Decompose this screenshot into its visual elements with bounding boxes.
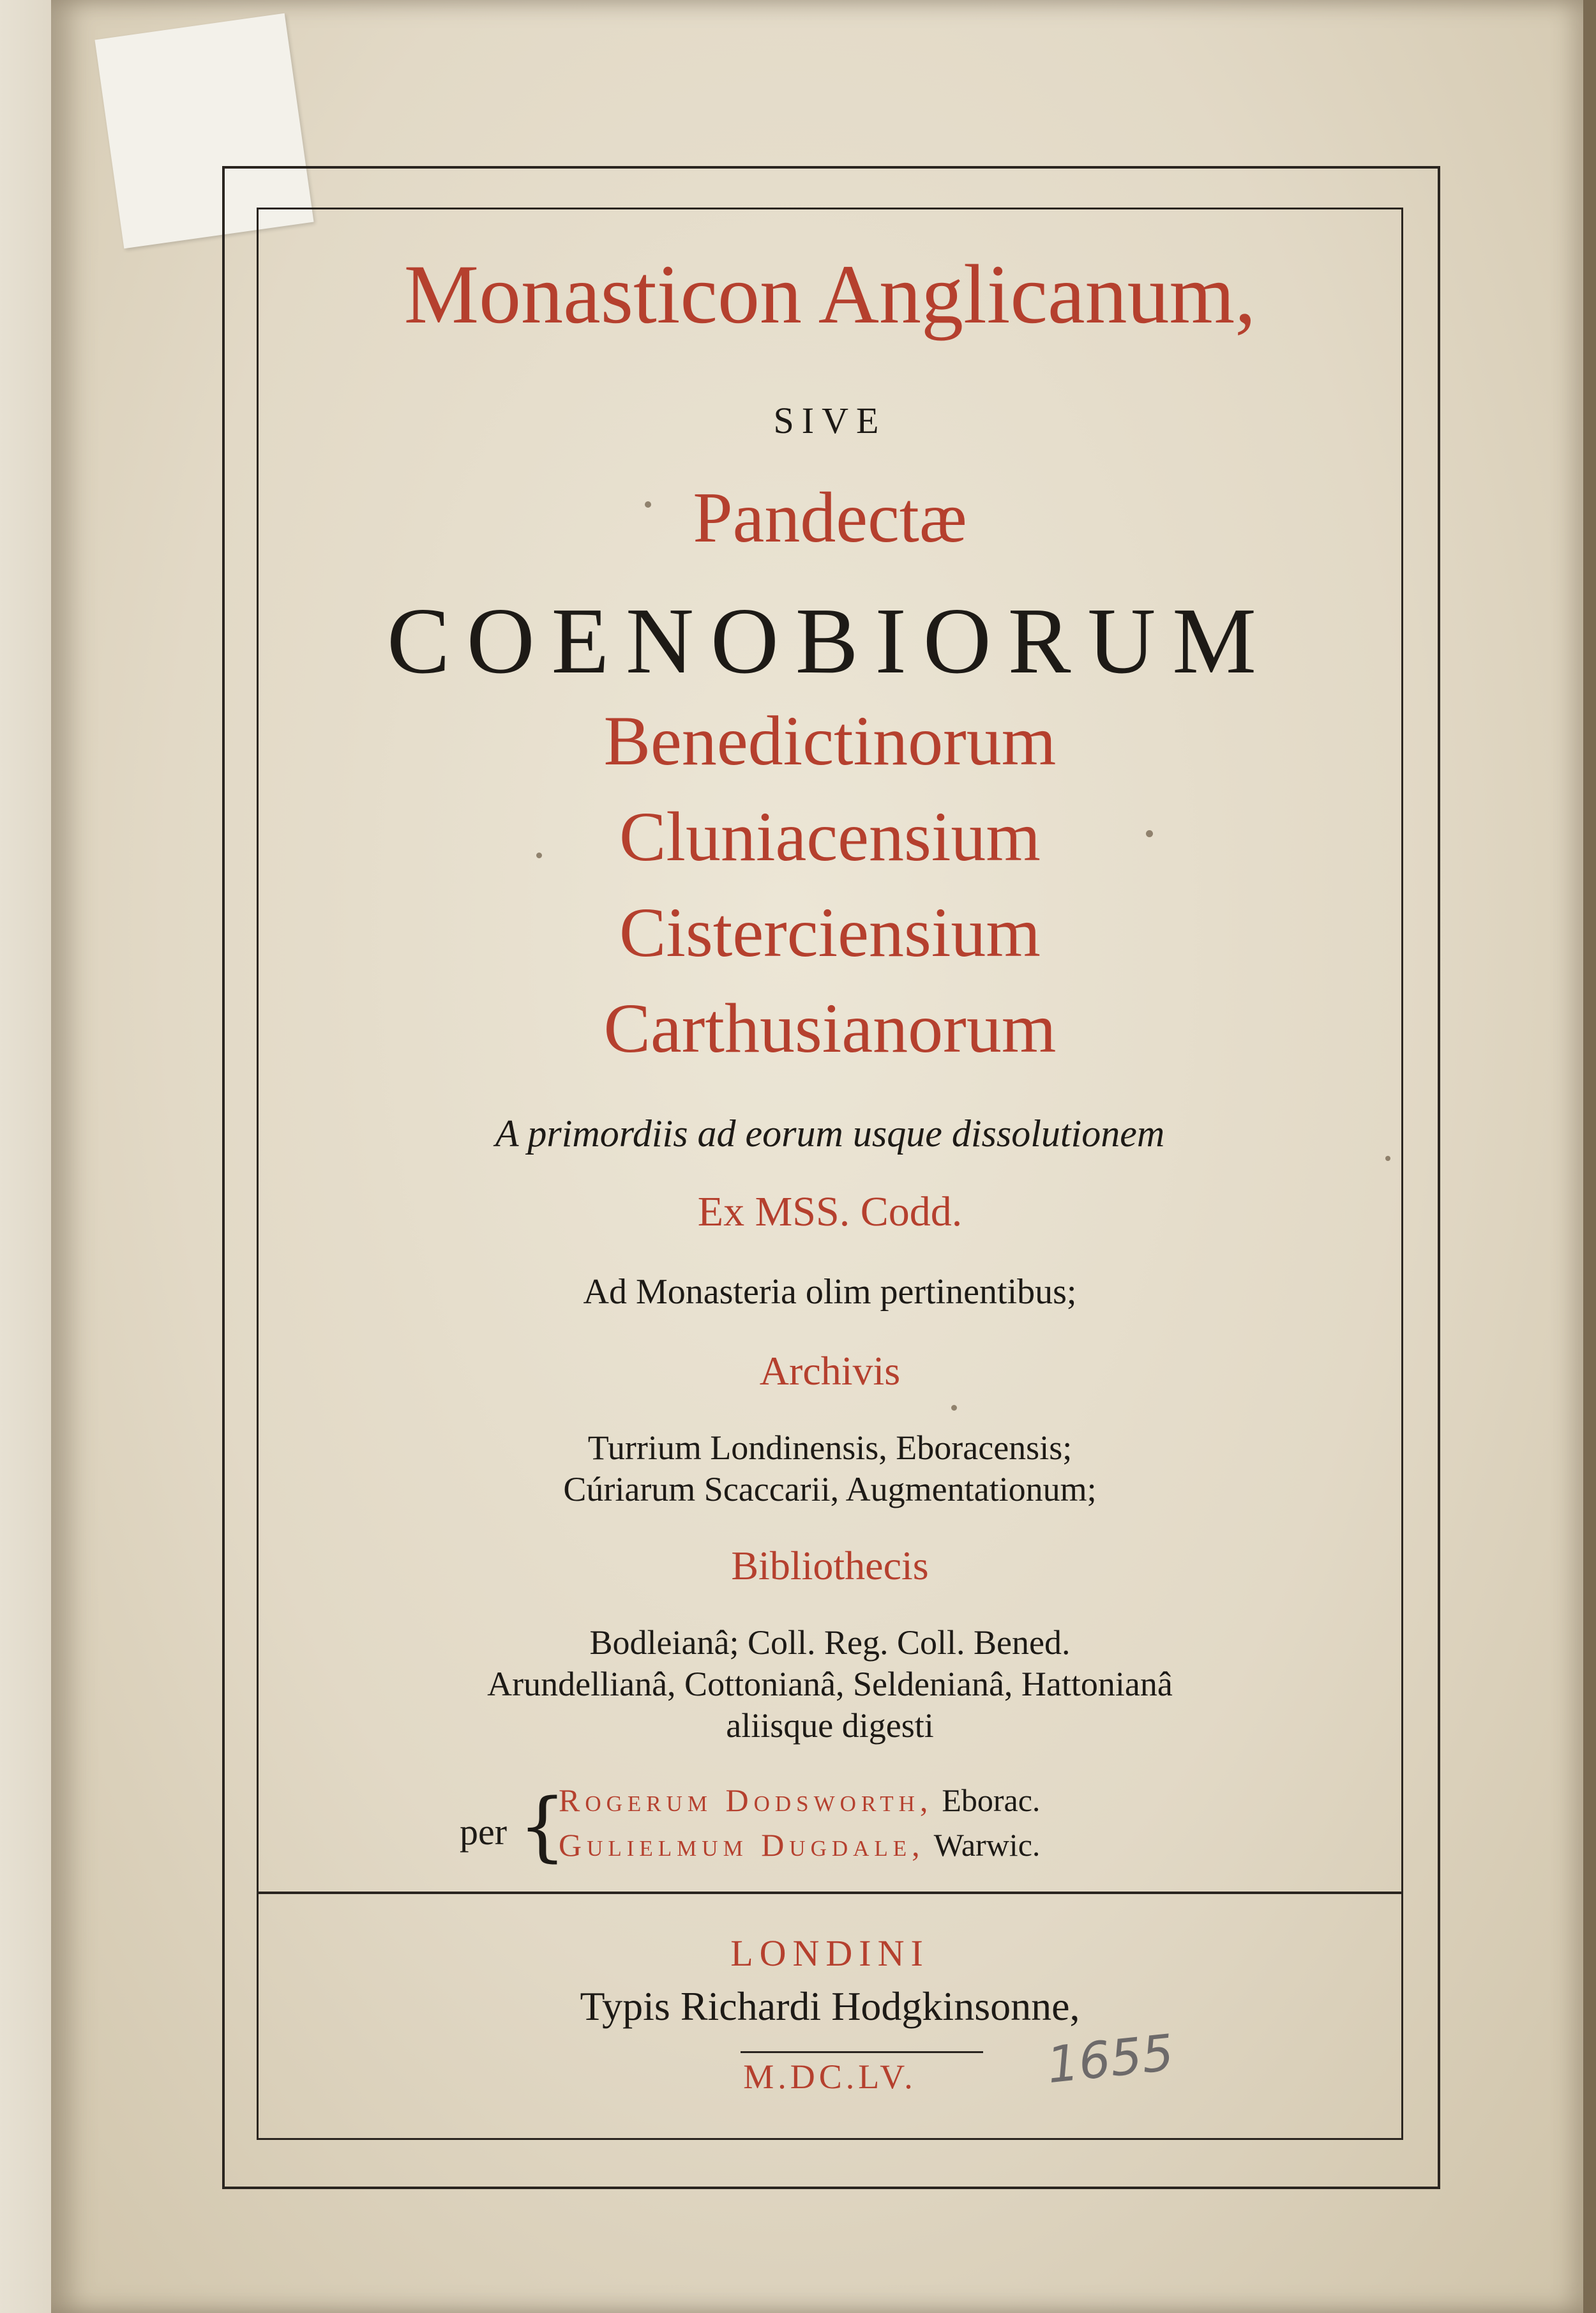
sive-line: SIVE (773, 400, 887, 441)
bibliothecis-heading: Bibliothecis (731, 1543, 929, 1588)
authors-block (460, 1782, 1290, 1877)
bibliothecis-line: Bodleianâ; Coll. Reg. Coll. Bened. (589, 1623, 1071, 1662)
order-line-cisterciensium: Cisterciensium (619, 893, 1041, 971)
order-line-benedictinorum: Benedictinorum (603, 702, 1057, 780)
archivis-line: Cúriarum Scaccarii, Augmentationum; (563, 1470, 1097, 1508)
book-edge (1583, 0, 1596, 2313)
author-dugdale (559, 1826, 1040, 1863)
author-name: Rogerum Dodsworth, (559, 1782, 933, 1818)
author-place: Warwic. (933, 1827, 1041, 1863)
date-rule (741, 2051, 983, 2053)
imprint-city: LONDINI (730, 1932, 930, 1974)
ex-mss-line: Ex MSS. Codd. (697, 1188, 963, 1235)
paper-speck (1385, 1156, 1390, 1161)
author-name: Gulielmum Dugdale, (559, 1827, 925, 1863)
coenobiorum-line: COENOBIORUM (387, 589, 1273, 694)
archivis-heading: Archivis (759, 1348, 901, 1393)
bibliothecis-line: aliisque digesti (726, 1706, 934, 1745)
primordiis-line: A primordiis ad eorum usque dissolutionem (495, 1112, 1165, 1155)
ad-monasteria-line: Ad Monasteria olim pertinentibus; (583, 1272, 1077, 1312)
main-title: Monasticon Anglicanum, (403, 247, 1256, 341)
brace-glyph: { (518, 1782, 567, 1870)
order-line-carthusianorum: Carthusianorum (603, 989, 1057, 1067)
handwritten-year: 1655 (1044, 2024, 1177, 2095)
pandectae-line: Pandectæ (693, 478, 967, 557)
imprint-divider (257, 1892, 1403, 1894)
per-label: per (460, 1811, 508, 1853)
bibliothecis-line: Arundellianâ, Cottonianâ, Seldenianâ, Hattonianâ (487, 1665, 1173, 1703)
imprint-printer: Typis Richardi Hodgkinsonne, (580, 1983, 1080, 2029)
archivis-line: Turrium Londinensis, Eboracensis; (587, 1429, 1073, 1467)
author-place: Eborac. (942, 1782, 1041, 1818)
order-line-cluniacensium: Cluniacensium (619, 798, 1041, 876)
paper-speck (951, 1405, 957, 1411)
imprint-date: M.DC.LV. (743, 2058, 917, 2096)
author-dodsworth (559, 1782, 1040, 1819)
